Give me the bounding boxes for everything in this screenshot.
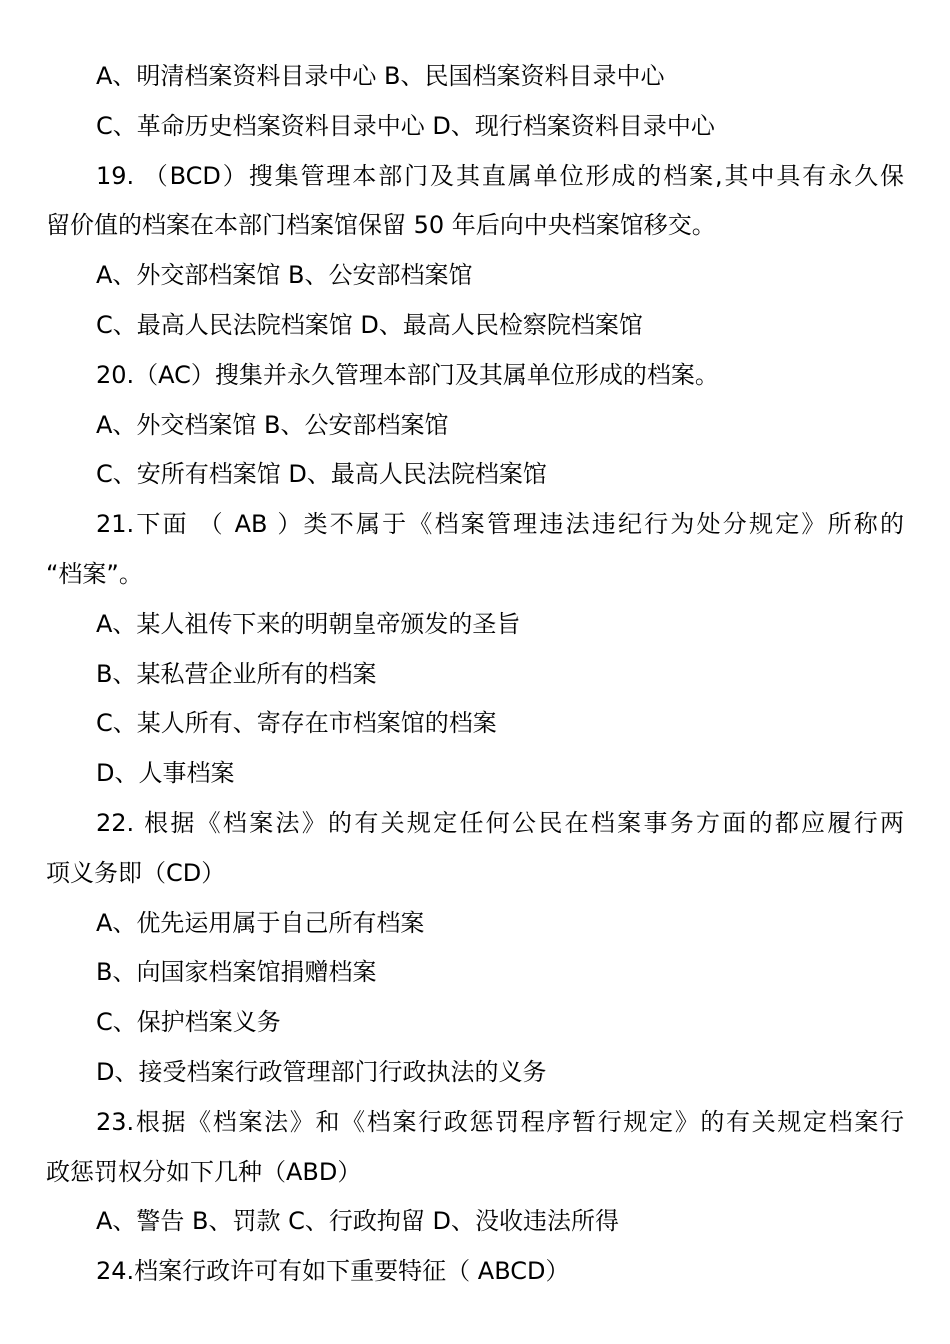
text-line: C、保护档案义务	[96, 1008, 281, 1037]
question-21-line-2: “档案”。	[46, 559, 143, 588]
question-22-line-2: 项义务即（CD）	[46, 858, 226, 887]
text-line: A、明清档案资料目录中心 B、民国档案资料目录中心	[96, 62, 665, 90]
question-23-line-2: 政惩罚权分如下几种（ABD）	[46, 1157, 362, 1186]
text-line: C、革命历史档案资料目录中心 D、现行档案资料目录中心	[96, 111, 715, 140]
text-line: A、外交部档案馆 B、公安部档案馆	[96, 261, 473, 290]
question-22-line-1: 22. 根据《档案法》的有关规定任何公民在档案事务方面的都应履行两	[96, 808, 904, 837]
text-line: C、安所有档案馆 D、最高人民法院档案馆	[96, 460, 547, 489]
question-23-line-1: 23.根据《档案法》和《档案行政惩罚程序暂行规定》的有关规定档案行	[96, 1107, 904, 1136]
text-line: C、某人所有、寄存在市档案馆的档案	[96, 709, 497, 738]
question-19-line-1: 19. （BCD）搜集管理本部门及其直属单位形成的档案,其中具有永久保	[96, 161, 904, 190]
text-line: D、接受档案行政管理部门行政执法的义务	[96, 1057, 547, 1086]
text-line: B、某私营企业所有的档案	[96, 659, 377, 688]
text-line: B、向国家档案馆捐赠档案	[96, 958, 377, 987]
text-line: A、外交档案馆 B、公安部档案馆	[96, 410, 449, 439]
question-21-line-1: 21.下面 （ AB ）类不属于《档案管理违法违纪行为处分规定》所称的	[96, 510, 904, 539]
question-24: 24.档案行政许可有如下重要特征（ ABCD）	[96, 1257, 570, 1286]
text-line: D、人事档案	[96, 759, 235, 788]
question-19-line-2: 留价值的档案在本部门档案馆保留 50 年后向中央档案馆移交。	[46, 211, 716, 240]
text-line: A、优先运用属于自己所有档案	[96, 908, 425, 937]
question-20: 20.（AC）搜集并永久管理本部门及其属单位形成的档案。	[96, 360, 719, 389]
text-line: A、警告 B、罚款 C、行政拘留 D、没收违法所得	[96, 1207, 620, 1236]
text-line: C、最高人民法院档案馆 D、最高人民检察院档案馆	[96, 310, 643, 339]
text-line: A、某人祖传下来的明朝皇帝颁发的圣旨	[96, 609, 521, 638]
